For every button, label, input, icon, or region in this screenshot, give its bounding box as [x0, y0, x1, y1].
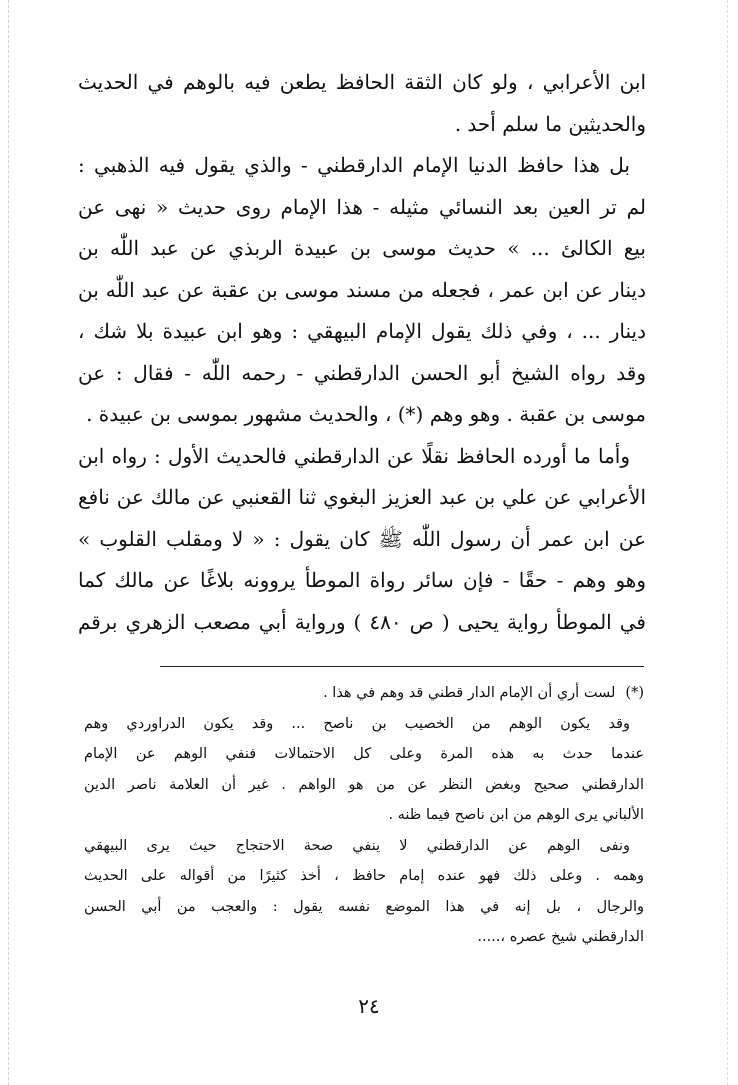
footnote [84, 678, 644, 953]
main-text-line: ابن الأعرابي ، ولو كان الثقة الحافظ يطعن فيه بالوهم في الحديث [78, 70, 646, 94]
footnote-line [84, 678, 644, 709]
main-text-line: الأعرابي عن علي بن عبد العزيز البغوي ثنا القعنبي عن مالك عن نافع [78, 485, 646, 509]
page-number: ٢٤ [358, 994, 380, 1018]
footnote-line: الدارقطني صحيح وبغض النظر عن من هو الواهم . غير أن العلامة ناصر الدين [84, 776, 644, 793]
main-text [78, 62, 646, 643]
footnote-marker: (*) [625, 685, 644, 701]
main-text-line: دينار ... ، وفي ذلك يقول الإمام البيهقي : وهو ابن عبيدة بلا شك ، [78, 319, 646, 343]
scan-fold-line-right [727, 0, 728, 1085]
main-text-line: في الموطأ رواية يحيى ( ص ٤٨٠ ) ورواية أبي مصعب الزهري برقم [78, 609, 646, 634]
footnote-line: الدارقطني شيخ عصره ،..... [477, 929, 644, 945]
footnote-line: الألباني يرى الوهم من ابن ناصح فيما ظنه . [388, 807, 644, 823]
main-text-line: وهو وهم - حقًا - فإن سائر رواة الموطأ يروونه بلاغًا عن مالك كما [78, 568, 646, 592]
footnote-line-text: لست أري أن الإمام الدار قطني قد وهم في هذا . [323, 685, 616, 701]
footnote-line: عندما حدث به هذه المرة وعلى كل الاحتمالات فنفي الوهم عن الإمام [84, 746, 644, 762]
main-text-line: دينار عن ابن عمر ، فجعله من مسند موسى بن عقبة عن عبد اللّٰه بن [78, 277, 646, 302]
footnote-line: والرجال ، بل إنه في هذا الموضع نفسه يقول : والعجب من أبي الحسن [84, 898, 644, 915]
main-text-line: لم تر العين بعد النسائي مثيله - هذا الإمام روى حديث « نهى عن [78, 194, 646, 219]
main-text-line: موسى بن عقبة . وهو وهم (*) ، والحديث مشهور بموسى بن عبيدة . [86, 402, 646, 426]
scan-fold-line-left [8, 0, 9, 1085]
main-text-line: وأما ما أورده الحافظ نقلًا عن الدارقطني فالحديث الأول : رواه ابن [78, 443, 630, 468]
main-text-line: بل هذا حافظ الدنيا الإمام الدارقطني - والذي يقول فيه الذهبي : [78, 153, 630, 177]
footnote-line: وهمه . وعلى ذلك فهو عنده إمام حافظ ، أخذ كثيرًا من أقواله على الحديث [84, 868, 644, 884]
footnote-line: وقد يكون الوهم من الخصيب بن ناصح ... وقد يكون الدراوردي وهم [84, 715, 630, 732]
footnote-separator [160, 666, 644, 667]
main-text-line: وقد رواه الشيخ أبو الحسن الدارقطني - رحمه اللّٰه - فقال : عن [78, 360, 646, 385]
main-text-line: عن ابن عمر أن رسول اللّٰه ﷺ كان يقول : « لا ومقلب القلوب » [78, 526, 646, 551]
main-text-line: بيع الكالئ ... » حديث موسى بن عبيدة الربذي عن عبد اللّٰه بن [78, 236, 646, 260]
footnote-line: ونفى الوهم عن الدارقطني لا ينفي صحة الاحتجاج حيث يرى البيهقي [84, 837, 630, 854]
main-text-line: والحديثين ما سلم أحد . [454, 111, 646, 136]
